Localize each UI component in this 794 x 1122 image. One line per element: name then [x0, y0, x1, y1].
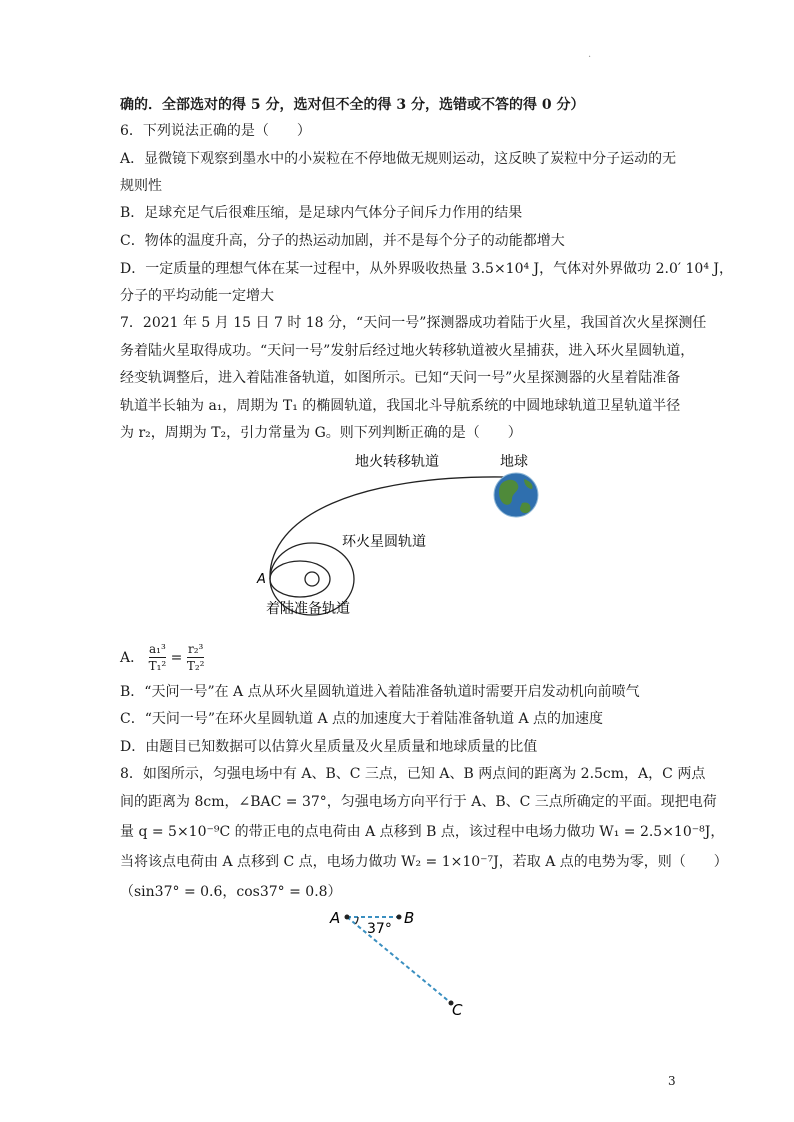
fraction-right [187, 642, 205, 674]
q8-line-3: 量 q = 5×10⁻⁹C 的带正电的点电荷由 A 点移到 B 点，该过程中电场力做功 W₁ = 2.5×10⁻⁸J， [120, 824, 725, 840]
point-a [345, 915, 350, 920]
q6-option-a: A．显微镜下观察到墨水中的小炭粒在不停地做无规则运动，这反映了炭粒中分子运动的无 [120, 151, 677, 167]
frac-right-den: T₂² [186, 659, 205, 673]
frac-left-den: T₁² [148, 659, 167, 673]
q7-line-5: 为 r₂，周期为 T₂，引力常量为 G。则下列判断正确的是（ ） [120, 425, 522, 441]
q7-line-2: 务着陆火星取得成功。“天问一号”发射后经过地火转移轨道被火星捕获，进入环火星圆轨道， [120, 343, 695, 359]
q6-option-b: B．足球充足气后很难压缩，是足球内气体分子间斥力作用的结果 [120, 205, 523, 221]
q6-option-a-cont: 规则性 [120, 178, 162, 194]
q8-line-1: 8．如图所示，匀强电场中有 A、B、C 三点，已知 A、B 两点间的距离为 2.5cm，A，C 两点 [120, 766, 706, 782]
q7-option-a-prefix: A． [120, 650, 145, 666]
q8-line-5: （sin37° = 0.6，cos37° = 0.8） [120, 884, 342, 900]
q8-line-4: 当将该点电荷由 A 点移到 C 点，电场力做功 W₂ = 1×10⁻⁷J，若取 A 点的电势为零，则（ ） [120, 854, 728, 870]
point-b [397, 915, 402, 920]
earth-icon [494, 473, 538, 517]
q7-line-4: 轨道半长轴为 a₁，周期为 T₁ 的椭圆轨道，我国北斗导航系统的中圆地球轨道卫星轨道半径 [120, 398, 681, 414]
earth-label: 地球 [500, 454, 528, 470]
q6-stem: 6．下列说法正确的是（ ） [120, 123, 311, 139]
q7-option-d: D．由题目已知数据可以估算火星质量及火星质量和地球质量的比值 [120, 739, 538, 755]
circle-orbit-label: 环火星圆轨道 [342, 534, 426, 550]
section-note: 确的．全部选对的得 5 分，选对但不全的得 3 分，选错或不答的得 0 分） [120, 97, 585, 113]
segment-ac [347, 917, 451, 1003]
triangle-diagram [325, 905, 475, 1020]
q7-option-c: C．“天问一号”在环火星圆轨道 A 点的加速度大于着陆准备轨道 A 点的加速度 [120, 711, 604, 727]
mars-icon [305, 572, 319, 586]
label-c: C [452, 1001, 463, 1019]
frac-left-num: a₁³ [149, 642, 166, 656]
fraction-left [149, 642, 167, 674]
q8-line-2: 间的距离为 8cm，∠BAC = 37°，匀强电场方向平行于 A、B、C 三点所确定的平面。现把电荷 [120, 794, 717, 810]
landing-orbit-label: 着陆准备轨道 [266, 601, 350, 617]
angle-label: 37° [367, 921, 392, 937]
q7-option-b: B．“天问一号”在 A 点从环火星圆轨道进入着陆准备轨道时需要开启发动机向前喷气 [120, 684, 640, 700]
label-b: B [404, 909, 415, 927]
q7-line-3: 经变轨调整后，进入着陆准备轨道，如图所示。已知“天问一号”火星探测器的火星着陆准备 [120, 370, 681, 386]
frac-right-num: r₂³ [187, 642, 204, 656]
transfer-orbit-label: 地火转移轨道 [355, 454, 439, 470]
corner-mark: · [588, 52, 592, 63]
q6-option-d-cont: 分子的平均动能一定增大 [120, 288, 274, 304]
landing-orbit [270, 561, 330, 597]
q7-option-a [120, 642, 205, 673]
q6-option-d: D．一定质量的理想气体在某一过程中，从外界吸收热量 3.5×10⁴ J，气体对外界做功 2.0′ 10⁴ J， [120, 261, 733, 277]
q6-option-c: C．物体的温度升高，分子的热运动加剧，并不是每个分子的动能都增大 [120, 233, 565, 249]
page-number: 3 [668, 1074, 676, 1088]
q7-line-1: 7．2021 年 5 月 15 日 7 时 18 分，“天问一号”探测器成功着陆于火星，我国首次火星探测任 [120, 315, 707, 331]
transfer-orbit-curve [270, 477, 505, 579]
orbit-diagram [250, 445, 550, 620]
label-a: A [330, 909, 341, 927]
point-a-label: A [257, 572, 266, 587]
equals-sign: = [170, 650, 183, 666]
angle-arc [356, 917, 359, 924]
